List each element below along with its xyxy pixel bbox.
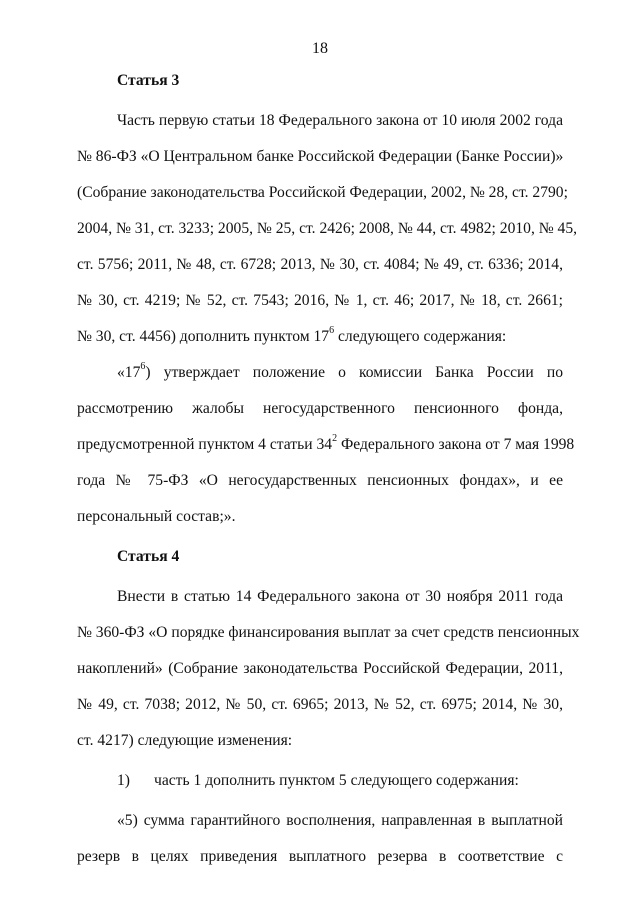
article-4-line-2: № 360-ФЗ «О порядке финансирования выплат за счет средств пенсионных [77,624,580,641]
article-4-quote-line-2: резерв в целях приведения выплатного резерва в соответствие с [77,848,563,865]
article-3-line-5: ст. 5756; 2011, № 48, ст. 6728; 2013, № 30, ст. 4084; № 49, ст. 6336; 2014, [77,256,563,273]
article-3-line-4: 2004, № 31, ст. 3233; 2005, № 25, ст. 2426; 2008, № 44, ст. 4982; 2010, № 45, [77,220,578,237]
quote-line-1-before: «17 [117,364,141,381]
article-3-line-7-superscript: 6 [329,325,335,336]
article-3-heading: Статья 3 [117,72,180,89]
article-4-quote-line-1: «5) сумма гарантийного восполнения, направленная в выплатной [117,812,563,829]
article-3-line-7-before: № 30, ст. 4456) дополнить пунктом 17 [77,328,330,345]
article-4-line-5: ст. 4217) следующие изменения: [77,732,293,749]
article-3-line-7 [77,325,563,346]
article-3-line-7-after: следующего содержания: [334,328,507,345]
quote-line-3-after: Федерального закона от 7 мая 1998 [337,436,575,453]
quote-line-3-before: предусмотренной пунктом 4 статьи 34 [77,436,333,453]
article-4-heading: Статья 4 [117,548,180,565]
quote-line-1-superscript: 6 [140,361,146,372]
article-3-quote-line-3 [77,433,575,454]
article-3-quote-line-1 [117,361,563,382]
quote-line-3-superscript: 2 [332,433,338,444]
article-4-line-3: накоплений» (Собрание законодательства Российской Федерации, 2011, [77,660,563,677]
article-3-quote-line-5: персональный состав;». [77,508,236,525]
article-3-line-1: Часть первую статьи 18 Федерального закона от 10 июля 2002 года [117,112,563,129]
article-3-quote-line-2: рассмотрению жалобы негосударственного пенсионного фонда, [77,400,563,417]
article-4-line-4: № 49, ст. 7038; 2012, № 50, ст. 6965; 2013, № 52, ст. 6975; 2014, № 30, [77,696,563,713]
article-3-line-3: (Собрание законодательства Российской Федерации, 2002, № 28, ст. 2790; [77,184,568,201]
article-3-line-2: № 86-ФЗ «О Центральном банке Российской Федерации (Банке России)» [77,148,564,165]
article-3-quote-line-4: года № 75-ФЗ «О негосударственных пенсионных фондах», и ее [77,472,563,489]
quote-line-1-after: ) утверждает положение о комиссии Банка России по [145,364,563,381]
article-3-line-6: № 30, ст. 4219; № 52, ст. 7543; 2016, № 1, ст. 46; 2017, № 18, ст. 2661; [77,292,563,309]
article-4-line-1: Внести в статью 14 Федерального закона от 30 ноября 2011 года [117,588,563,605]
list-item-text: часть 1 дополнить пунктом 5 следующего содержания: [154,772,519,789]
page-number: 18 [312,40,328,57]
list-item-number: 1) [117,772,130,789]
